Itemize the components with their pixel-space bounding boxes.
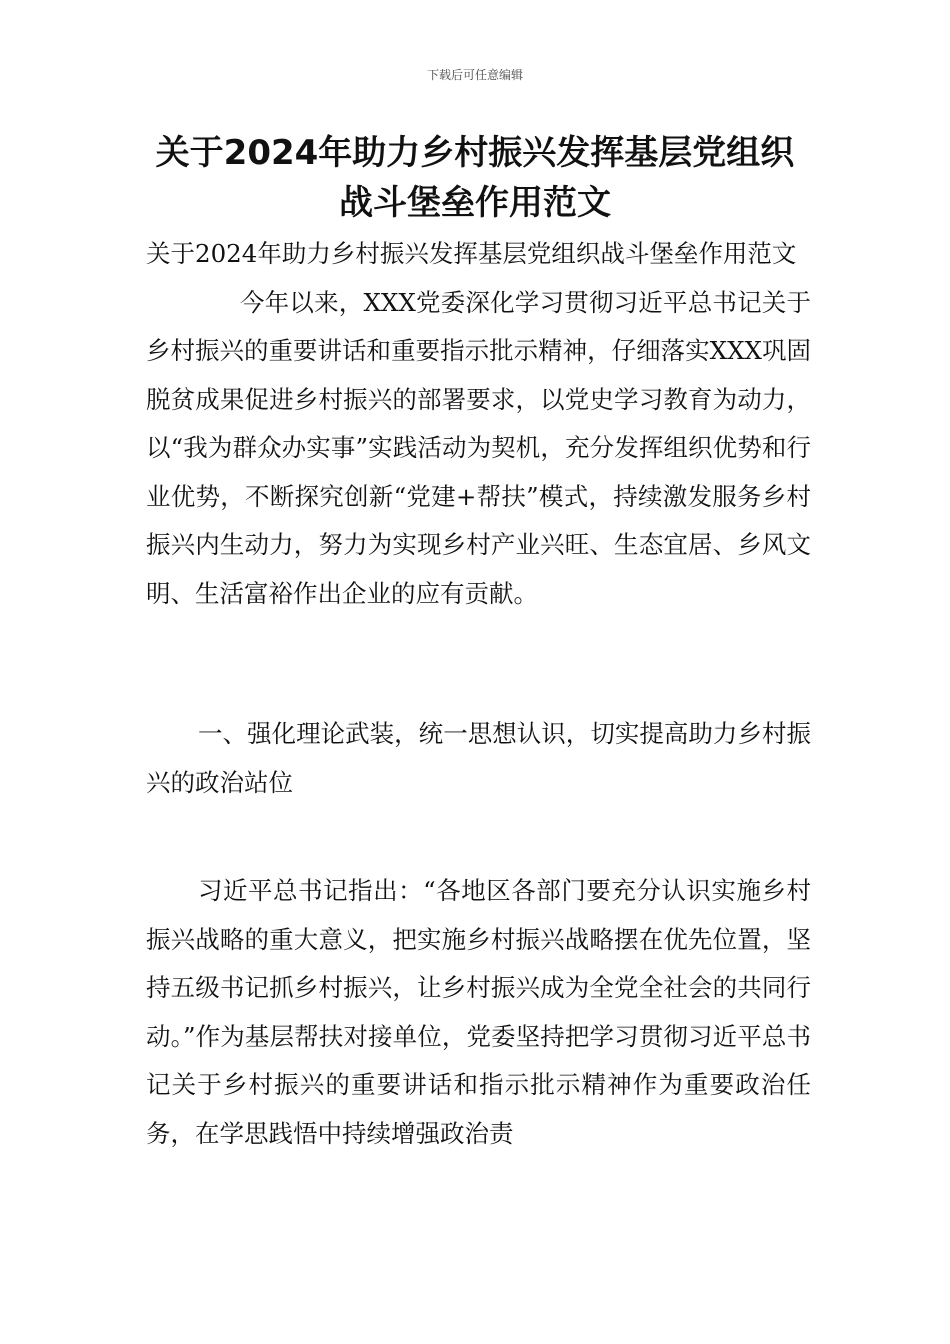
header-note: 下载后可任意编辑 (426, 68, 523, 82)
document-title-line-1: 关于2024年助力乡村振兴发挥基层党组织 (155, 133, 795, 173)
paragraph-section-1: 习近平总书记指出：“各地区各部门要充分认识实施乡村振兴战略的重大意义，把实施乡村振兴战略摆在优先位置，坚持五级书记抓乡村振兴，让乡村振兴成为全党全社会的共同行动。”作为基层帮扶对接单位，党委坚持把学习贯彻习近平总书记关于乡村振兴的重要讲话和指示批示精神作为重要政治任务，在学思践悟中持续增强政治责 (146, 876, 811, 1148)
document-body (146, 230, 811, 1158)
section-heading-1: 一、强化理论武装，统一思想认识，切实提高助力乡村振兴的政治站位 (146, 719, 811, 797)
paragraph-intro: 今年以来，XXX党委深化学习贯彻习近平总书记关于乡村振兴的重要讲话和重要指示批示精神，仔细落实XXX巩固脱贫成果促进乡村振兴的部署要求，以党史学习教育为动力，以“我为群众办实事”实践活动为契机，充分发挥组织优势和行业优势，不断探究创新“党建+帮扶”模式，持续激发服务乡村振兴内生动力，努力为实现乡村产业兴旺、生态宜居、乡风文明、生活富裕作出企业的应有贡献。 (146, 287, 811, 608)
paragraph-spacer (146, 807, 811, 867)
paragraph-spacer (146, 618, 811, 710)
paragraph-title-repeat: 关于2024年助力乡村振兴发挥基层党组织战斗堡垒作用范文 (146, 239, 797, 268)
document-title-line-2: 战斗堡垒作用范文 (339, 183, 611, 223)
document-title (120, 128, 830, 228)
